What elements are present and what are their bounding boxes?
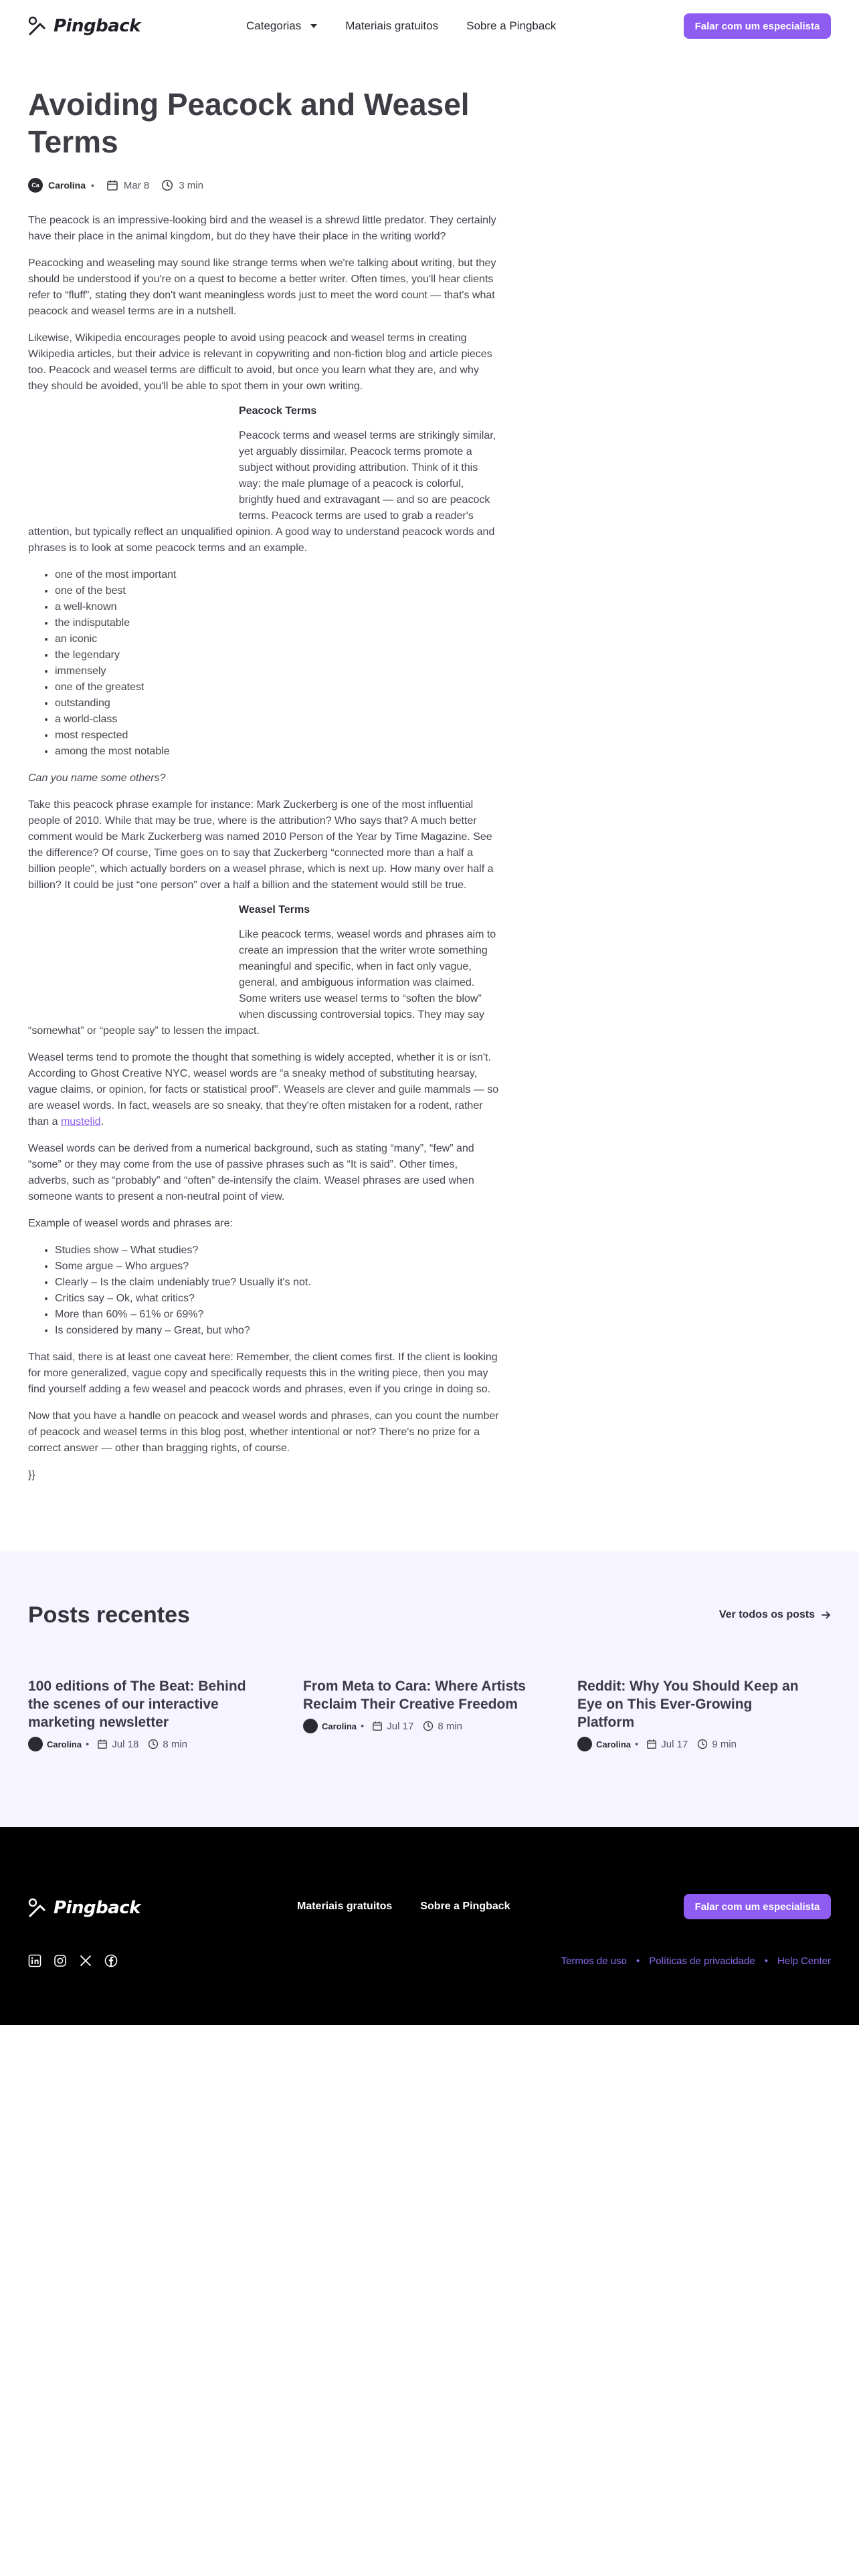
paragraph: Weasel words can be derived from a numerical background, such as stating “many”, “few” and “some” or they may come from the use of passive phrases such as “It is said”. Other times, adverbs, such as “probably” and “often” de-intensify the claim. Weasel phrases are used when someone wants to present a non-neutral point of view. bbox=[28, 1143, 474, 1202]
legal-links bbox=[561, 1955, 831, 1967]
clock-icon bbox=[423, 1721, 434, 1731]
post-title[interactable]: 100 editions of The Beat: Behind the scenes of our interactive marketing newsletter bbox=[28, 1679, 246, 1730]
pingback-logo-icon bbox=[28, 1898, 51, 1918]
nav-categorias[interactable] bbox=[246, 19, 317, 33]
linkedin-icon[interactable] bbox=[28, 1954, 41, 1971]
author-name: Carolina bbox=[596, 1739, 632, 1749]
logo-wordmark: Pingback bbox=[54, 16, 140, 36]
list-item: • one of the most important bbox=[55, 567, 500, 583]
help-center-link[interactable]: Help Center bbox=[777, 1955, 831, 1967]
list-item: • Studies show – What studies? bbox=[55, 1243, 500, 1259]
paragraph: The peacock is an impressive-looking bird and the weasel is a shrewd little predator. They certainly have their place in the animal kingdom, but do they have their place in the writing world? bbox=[28, 215, 496, 242]
post-title[interactable]: From Meta to Cara: Where Artists Reclaim Their Creative Freedom bbox=[303, 1679, 526, 1712]
calendar-icon bbox=[106, 179, 118, 191]
article bbox=[0, 52, 529, 1483]
list-item: • Is considered by many – Great, but who? bbox=[55, 1323, 500, 1339]
post-read-time: 9 min bbox=[712, 1738, 737, 1750]
instagram-icon[interactable] bbox=[54, 1954, 67, 1971]
footer-nav bbox=[297, 1894, 510, 1919]
list-item: • Critics say – Ok, what critics? bbox=[55, 1291, 500, 1307]
avatar bbox=[303, 1719, 318, 1733]
avatar: Ca bbox=[28, 178, 43, 193]
meta-separator: • bbox=[635, 1738, 639, 1750]
post-date: Jul 18 bbox=[112, 1738, 139, 1750]
mustelid-link[interactable]: mustelid bbox=[60, 1116, 101, 1128]
talk-to-expert-button[interactable]: Falar com um especialista bbox=[684, 13, 831, 39]
avatar bbox=[577, 1737, 592, 1751]
paragraph: “somewhat” or “people say” to lessen the impact. bbox=[28, 1025, 260, 1037]
author-name[interactable]: Carolina bbox=[48, 180, 86, 191]
clock-icon bbox=[161, 179, 173, 191]
peacock-heading: Peacock Terms bbox=[239, 405, 317, 417]
paragraph: That said, there is at least one caveat here: Remember, the client comes first. If the client is looking for more generalized, vague copy and specifically requests this in the writing piece, then you may find yourself adding a few weasel and peacock words and phrases, even if you cringe in doing so. bbox=[28, 1352, 498, 1395]
privacy-link[interactable]: Políticas de privacidade bbox=[649, 1955, 755, 1967]
paragraph: Now that you have a handle on peacock and weasel words and phrases, can you count the number of peacock and weasel terms in this blog post, whether intentional or not? There's no prize for a correct answer — other than bragging rights, of course. bbox=[28, 1410, 499, 1454]
paragraph: attention, but typically reflect an unqualified opinion. A good way to understand peacock words and phrases is to look at some peacock terms and an example. bbox=[28, 526, 495, 554]
calendar-icon bbox=[372, 1721, 383, 1731]
list-item: • an iconic bbox=[55, 631, 500, 647]
calendar-icon bbox=[646, 1739, 657, 1749]
post-date: Jul 17 bbox=[387, 1720, 414, 1732]
clock-icon bbox=[148, 1739, 159, 1749]
site-header bbox=[0, 0, 859, 52]
avatar bbox=[28, 1737, 43, 1751]
list-item: • a well-known bbox=[55, 599, 500, 615]
weasel-terms-list bbox=[55, 1243, 500, 1339]
main-nav bbox=[246, 0, 556, 52]
paragraph: Can you name some others? bbox=[28, 772, 166, 784]
paragraph: Take this peacock phrase example for instance: Mark Zuckerberg is one of the most influential people of 2010. While that may be true, where is the attribution? Who says that? A much better comment would be Mark Zuckerberg was named 2010 Person of the Year by Time Magazine. See the difference? Of course, Time goes on to say that Zuckerberg “connected more than a half a billion people”, which actually borders on a weasel phrase, which is next up. How many over half a billion? It could be just “one person” over a half a billion and the statement would still be true. bbox=[28, 799, 494, 891]
list-item: • the indisputable bbox=[55, 615, 500, 631]
author-name: Carolina bbox=[322, 1721, 357, 1731]
post-card[interactable] bbox=[577, 1677, 805, 1751]
paragraph: Peacock terms and weasel terms are strikingly similar, yet arguably dissimilar. Peacock terms promote a subject without providing attribution. Think of it this way: the male plumage of a peacock is colorful, brightly hued and extravagant — and so are peacock terms. Peacock terms are used to grab a reader's bbox=[239, 430, 496, 522]
weasel-heading: Weasel Terms bbox=[239, 904, 310, 916]
post-title[interactable]: Reddit: Why You Should Keep an Eye on This Ever-Growing Platform bbox=[577, 1679, 799, 1730]
meta-separator: • bbox=[86, 1738, 90, 1750]
list-item: • Clearly – Is the claim undeniably true? Usually it's not. bbox=[55, 1275, 500, 1291]
footer-nav-sobre[interactable]: Sobre a Pingback bbox=[420, 1901, 510, 1912]
chevron-down-icon bbox=[310, 24, 317, 28]
clock-icon bbox=[697, 1739, 708, 1749]
pingback-logo[interactable] bbox=[28, 1898, 140, 1918]
nav-categorias-label: Categorias bbox=[246, 19, 302, 32]
trailing-text: }} bbox=[28, 1469, 35, 1481]
nav-materiais-gratuitos[interactable]: Materiais gratuitos bbox=[345, 19, 439, 32]
list-item: • most respected bbox=[55, 728, 500, 744]
paragraph-text: Weasel terms tend to promote the thought that something is widely accepted, whether it is or isn't. According to Ghost Creative NYC, weasel words are “a sneaky method of substituting hearsay, vague claims, or opinion, for facts or statistical proof”. Weasels are clever and guile mammals — so are weasel words. In fact, weasels are so sneaky, that they're often mistaken for a rodent, rather than a bbox=[28, 1052, 499, 1128]
terms-link[interactable]: Termos de uso bbox=[561, 1955, 627, 1967]
post-read-time: 8 min bbox=[438, 1720, 462, 1732]
meta-separator: • bbox=[361, 1720, 365, 1732]
talk-to-expert-button[interactable]: Falar com um especialista bbox=[684, 1894, 831, 1919]
paragraph: Peacocking and weaseling may sound like strange terms when we're talking about writing, but they should be understood if you're on a quest to become a better writer. Often times, you'll hear clients refer to “fluff”, stating they don't want meaningless words just to meet the word count — that's what peacock and weasel terms are in a nutshell. bbox=[28, 257, 496, 317]
nav-sobre[interactable]: Sobre a Pingback bbox=[466, 19, 557, 32]
list-item: • one of the best bbox=[55, 583, 500, 599]
recent-posts-section bbox=[0, 1551, 859, 1827]
post-meta bbox=[303, 1719, 531, 1733]
recent-posts-title: Posts recentes bbox=[28, 1602, 190, 1628]
list-item: • outstanding bbox=[55, 695, 500, 712]
paragraph: Example of weasel words and phrases are: bbox=[28, 1218, 233, 1229]
legal-separator: • bbox=[764, 1955, 768, 1967]
post-card[interactable] bbox=[303, 1677, 531, 1733]
facebook-icon[interactable] bbox=[104, 1954, 118, 1971]
site-footer bbox=[0, 1827, 859, 2025]
list-item: • Some argue – Who argues? bbox=[55, 1259, 500, 1275]
list-item: • immensely bbox=[55, 663, 500, 679]
meta-separator: • bbox=[91, 180, 94, 191]
post-read-time: 8 min bbox=[163, 1738, 187, 1750]
peacock-terms-list bbox=[55, 567, 500, 760]
pingback-logo-icon bbox=[28, 16, 51, 36]
post-meta bbox=[28, 1737, 269, 1751]
view-all-posts-link[interactable] bbox=[719, 1609, 831, 1621]
paragraph: Like peacock terms, weasel words and phrases aim to create an impression that the writer wrote something meaningful and specific, when in fact only vague, general, and ambiguous information was claimed. Some writers use weasel terms to “soften the blow” when discussing controversial topics. They may say bbox=[239, 929, 496, 1021]
arrow-right-icon bbox=[822, 1611, 831, 1619]
author-name: Carolina bbox=[47, 1739, 82, 1749]
post-card[interactable] bbox=[28, 1677, 269, 1751]
article-meta bbox=[28, 178, 500, 193]
article-date: Mar 8 bbox=[123, 179, 150, 191]
list-item: • the legendary bbox=[55, 647, 500, 663]
pingback-logo[interactable] bbox=[28, 16, 140, 36]
view-all-label: Ver todos os posts bbox=[719, 1609, 815, 1620]
legal-separator: • bbox=[636, 1955, 640, 1967]
logo-wordmark: Pingback bbox=[54, 1898, 140, 1918]
x-icon[interactable] bbox=[79, 1954, 92, 1971]
list-item: • one of the greatest bbox=[55, 679, 500, 695]
social-links bbox=[28, 1954, 118, 1971]
list-item: • among the most notable bbox=[55, 744, 500, 760]
calendar-icon bbox=[97, 1739, 108, 1749]
list-item: • a world-class bbox=[55, 712, 500, 728]
post-meta bbox=[577, 1737, 805, 1751]
paragraph: Likewise, Wikipedia encourages people to avoid using peacock and weasel terms in creating Wikipedia articles, but their advice is relevant in copywriting and non-fiction blog and article pieces too. Peacock and weasel terms are difficult to avoid, but once you learn what they are, and why they should be avoided, you'll be able to spot them in your own writing. bbox=[28, 332, 492, 392]
post-date: Jul 17 bbox=[661, 1738, 688, 1750]
article-title: Avoiding Peacock and Weasel Terms bbox=[28, 87, 470, 159]
read-time: 3 min bbox=[179, 179, 203, 191]
list-item: • More than 60% – 61% or 69%? bbox=[55, 1307, 500, 1323]
footer-nav-materiais[interactable]: Materiais gratuitos bbox=[297, 1901, 393, 1912]
paragraph: Weasel terms tend to promote the thought that something is widely accepted, whether it is or isn't. According to Ghost Creative NYC, weasel words are “a sneaky method of substituting hearsay, vague claims, or opinion, for facts or statistical proof”. Weasels are clever and guile mammals — so are weasel words. In fact, weasels are so sneaky, that they're often mistaken for a rodent, rather than a mustelid. bbox=[28, 1052, 499, 1128]
